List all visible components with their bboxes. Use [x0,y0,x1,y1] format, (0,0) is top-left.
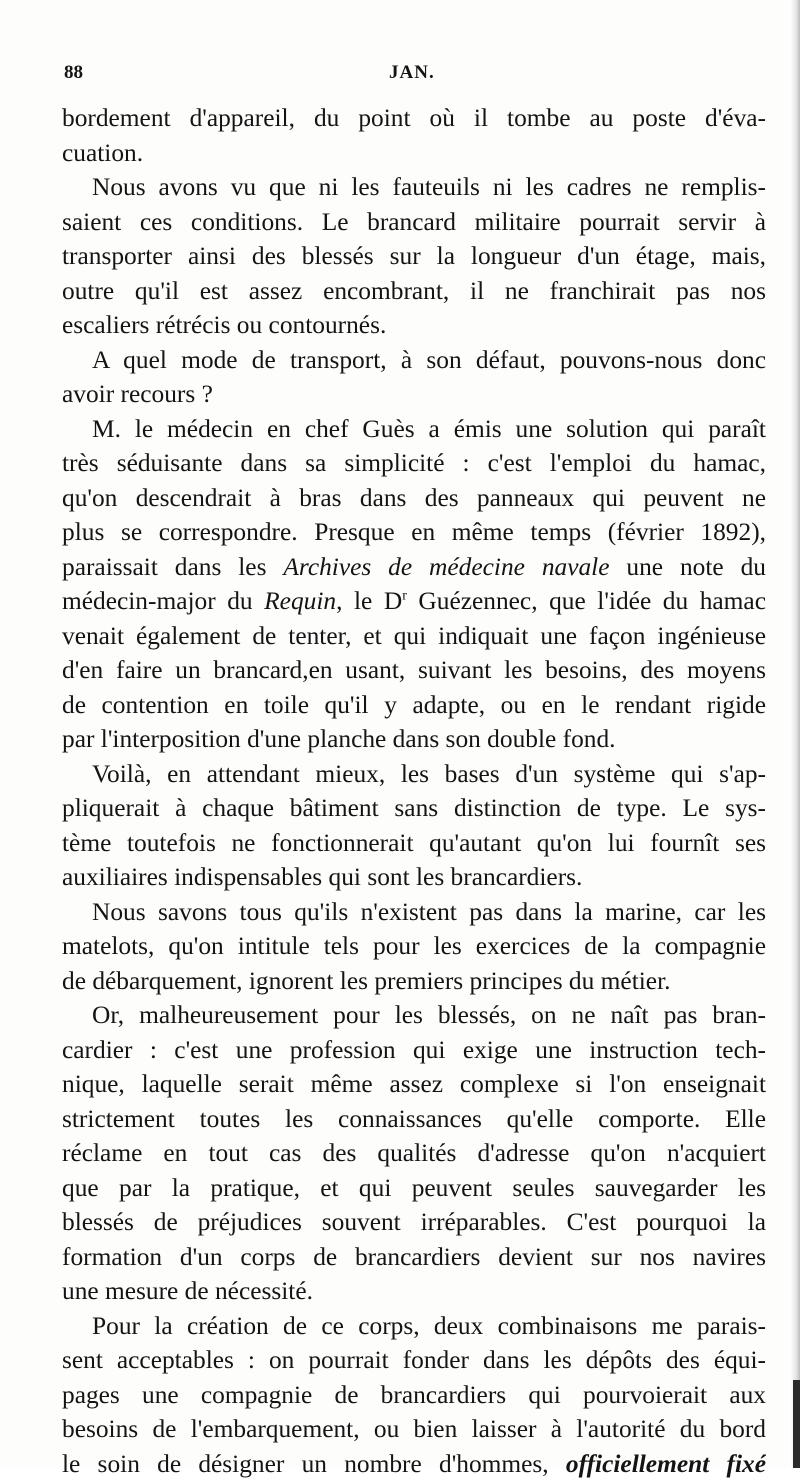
page-header [64,62,764,92]
text-line: Nous savons tous qu'ils n'existent pas dans la marine, car les [62,895,766,930]
text-line: médecin-major du Requin, le $D^r$ Guézennec, que l'idée du hamac [62,584,766,619]
text-line: outre qu'il est assez encombrant, il ne franchirait pas nos [62,274,766,309]
text-line: le soin de désigner un nombre d'hommes, officiellement fixé [62,1447,766,1481]
text-line: réclame en tout cas des qualités d'adresse qu'on n'acquiert [62,1136,766,1171]
text-line: paraissait dans les Archives de médecine navale une note du [62,550,766,585]
text-line: de contention en toile qu'il y adapte, ou en le rendant rigide [62,688,766,723]
text-line: que par la pratique, et qui peuvent seules sauvegarder les [62,1171,766,1206]
text-line: M. le médecin en chef Guès a émis une solution qui paraît [62,412,766,447]
text-line: blessés de préjudices souvent irréparables. C'est pourquoi la [62,1205,766,1240]
page-edge-shadow [790,0,800,1468]
text-line: cuation. [62,136,766,171]
text-line: d'en faire un brancard,en usant, suivant les besoins, des moyens [62,653,766,688]
text-line: sent acceptables : on pourrait fonder dans les dépôts des équi- [62,1343,766,1378]
page-number: 88 [64,62,83,84]
text-line: escaliers rétrécis ou contournés. [62,308,766,343]
text-line: Or, malheureusement pour les blessés, on ne naît pas bran- [62,998,766,1033]
text-line: très séduisante dans sa simplicité : c'est l'emploi du hamac, [62,446,766,481]
text-line: cardier : c'est une profession qui exige une instruction tech- [62,1033,766,1068]
text-line: transporter ainsi des blessés sur la longueur d'un étage, mais, [62,239,766,274]
text-line: plus se correspondre. Presque en même temps (février 1892), [62,515,766,550]
text-line: strictement toutes les connaissances qu'elle comporte. Elle [62,1102,766,1137]
text-line: pliquerait à chaque bâtiment sans distinction de type. Le sys- [62,791,766,826]
text-line: A quel mode de transport, à son défaut, pouvons-nous donc [62,343,766,378]
text-line: nique, laquelle serait même assez complexe si l'on enseignait [62,1067,766,1102]
text-line: matelots, qu'on intitule tels pour les exercices de la compagnie [62,929,766,964]
text-line: auxiliaires indispensables qui sont les brancardiers. [62,860,766,895]
text-line: Voilà, en attendant mieux, les bases d'un système qui s'ap- [62,757,766,792]
text-line: tème toutefois ne fonctionnerait qu'autant qu'on lui fournît ses [62,826,766,861]
text-line: pages une compagnie de brancardiers qui pourvoierait aux [62,1378,766,1413]
text-line: Nous avons vu que ni les fauteuils ni les cadres ne remplis- [62,170,766,205]
text-line: saient ces conditions. Le brancard militaire pourrait servir à [62,205,766,240]
text-line: qu'on descendrait à bras dans des panneaux qui peuvent ne [62,481,766,516]
text-line: par l'interposition d'une planche dans son double fond. [62,722,766,757]
text-line: avoir recours ? [62,377,766,412]
text-line: formation d'un corps de brancardiers devient sur nos navires [62,1240,766,1275]
text-line: Pour la création de ce corps, deux combinaisons me parais- [62,1309,766,1344]
text-line: une mesure de nécessité. [62,1274,766,1309]
text-line: besoins de l'embarquement, ou bien laisser à l'autorité du bord [62,1412,766,1447]
body-text [62,101,766,1481]
page-edge-mark [793,1380,800,1468]
text-line: venait également de tenter, et qui indiquait une façon ingénieuse [62,619,766,654]
text-line: de débarquement, ignorent les premiers principes du métier. [62,964,766,999]
running-head: JAN. [389,62,435,84]
text-line: bordement d'appareil, du point où il tombe au poste d'éva- [62,101,766,136]
